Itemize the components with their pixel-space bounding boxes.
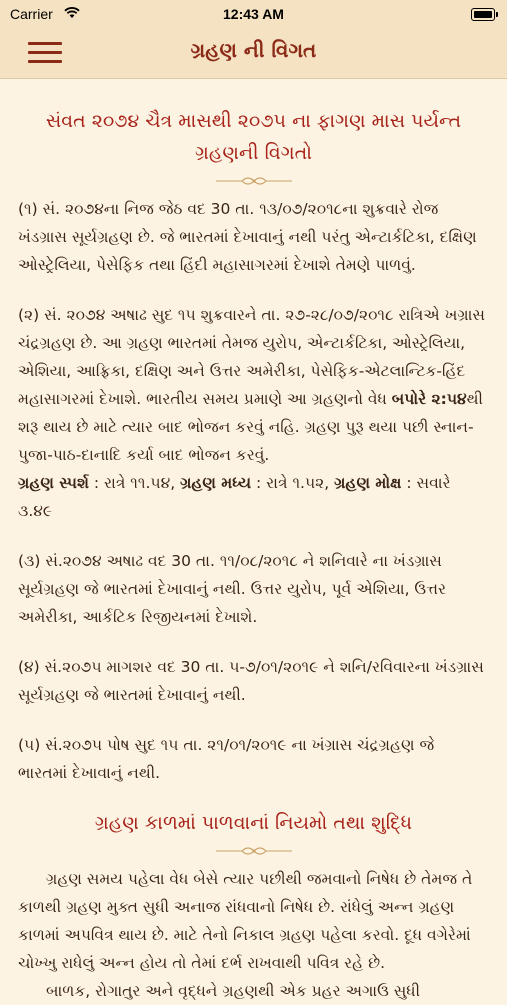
- clock: 12:43 AM: [223, 6, 284, 22]
- rules-paragraph-2: બાળક, રોગાતુર અને વૃદ્ધને ગ્રહણથી એક પ્રહર અગાઉ સુધી: [46, 982, 421, 1000]
- eclipse-item-3: (૩) સં.૨૦૭૪ અષાઢ વદ 30 તા. ૧૧/૦૮/૨૦૧૮ ને શનિવારે ના ખંડગ્રાસ સૂર્યગ્રહણ જે ભારતમાં દેખાવાનું નથી. ઉત્તર યુરોપ, પૂર્વ એશિયા, ઉત્તર અમેરીકા, આર્કટિક રિજીયનમાં દેખાશે.: [18, 552, 446, 626]
- eclipse-item-2-text: (૨) સં. ૨૦૭૪ અષાઢ સુદ ૧૫ શુક્રવારને તા. ૨૭-૨૮/૦૭/૨૦૧૮ રાત્રિએ ખગ્રાસ ચંદ્રગ્રહણ છે. આ ગ્રહણ ભારતમાં તેમજ યુરોપ, એન્ટાર્કટિકા, ઓસ્ટ્રેલિયા, એશિયા, આફ્રિકા, દક્ષિણ અને ઉત્તર અમેરીકા, પેસેફિક-એટલાન્ટિક-હિંદ મહાસાગરમાં દેખાશે. ભારતીય સમય પ્રમાણે આ ગ્રહણનો વેધ: [18, 306, 485, 408]
- ornament-divider-icon: [214, 845, 294, 857]
- eclipse-item-4: (૪) સં.૨૦૭૫ માગશર વદ 30 તા. ૫-૭/૦૧/૨૦૧૯ ને શનિ/રવિવારના ખંડગ્રાસ સૂર્યગ્રહણ જે ભારતમાં દેખાવાનું નથી.: [18, 658, 484, 704]
- battery-icon: [471, 8, 495, 21]
- timing-value-middle: : રાત્રે ૧.૫૨,: [251, 474, 335, 492]
- eclipse-item-2-text-after: થી શરૂ થાય છે માટે ત્યાર બાદ ભોજન કરવું નહિ. ગ્રહણ પુરૂ થયા પછી સ્નાન-પુજા-પાઠ-દાનાદિ કર્યા બાદ ભોજન કરવું.: [18, 390, 483, 464]
- timing-label-middle: ગ્રહણ મધ્ય: [180, 474, 252, 492]
- status-bar: [0, 0, 507, 28]
- eclipse-item-2-bold: બપોરે ૨:૫૪: [391, 390, 467, 408]
- eclipse-item-1: (૧) સં. ૨૦૭૪ના નિજ જેઠ વદ 30 તા. ૧૩/૦૭/૨૦૧૮ના શુક્રવારે રોજ ખંડગ્રાસ સૂર્યગ્રહણ છે. જે ભારતમાં દેખાવાનું નથી પરંતુ એન્ટાર્કટિકા, દક્ષિણ ઓસ્ટ્રેલિયા, પેસેફિક તથા હિંદી મહાસાગરમાં દેખાશે તેમણે પાળવું.: [18, 200, 477, 274]
- timing-value-release: : સવારે ૩.૪૯: [18, 474, 451, 520]
- timing-label-touch: ગ્રહણ સ્પર્શ: [18, 474, 89, 492]
- eclipse-item-5: (૫) સં.૨૦૭૫ પોષ સુદ ૧૫ તા. ૨૧/૦૧/૨૦૧૯ ના ખંગ્રાસ ચંદ્રગ્રહણ જે ભારતમાં દેખાવાનું નથી.: [18, 736, 435, 782]
- eclipse-item-2: [18, 301, 485, 525]
- timing-label-release: ગ્રહણ મોક્ષ: [334, 474, 402, 492]
- ornament-divider-icon: [214, 175, 294, 187]
- rules-paragraph: ગ્રહણ સમય પહેલા વેધ બેસે ત્યાર પછીથી જમવાનો નિષેધ છે તેમજ તે કાળથી ગ્રહણ મુક્ત સુધી અનાજ રાંધવાનો નિષેધ છે. રાંધેલું અન્ન ગ્રહણ કાળમાં અપવિત્ર થાય છે. માટે તેનો નિકાલ ગ્રહણ પહેલા કરવો. દૂધ વગેરેમાં ચોખ્ખુ રાધેલું અન્ન હોય તો તેમાં દર્ભ રાખવાથી પવિત્ર રહે છે.: [18, 870, 473, 972]
- timing-value-touch: : રાત્રે ૧૧.૫૪,: [88, 474, 181, 492]
- section-title-rules: ગ્રહણ કાળમાં પાળવાનાં નિયમો તથા શુદ્ધિ: [94, 812, 413, 834]
- carrier-label: Carrier: [10, 6, 53, 22]
- navigation-bar: [0, 28, 507, 79]
- content-scroll-area[interactable]: [0, 79, 507, 1000]
- page-title: ગ્રહણ ની વિગત: [190, 38, 317, 62]
- section-title-eclipse-details: સંવત ૨૦૭૪ ચૈત્ર માસથી ૨૦૭૫ ના ફાગણ માસ પર્યન્ત ગ્રહણની વિગતો: [45, 110, 462, 164]
